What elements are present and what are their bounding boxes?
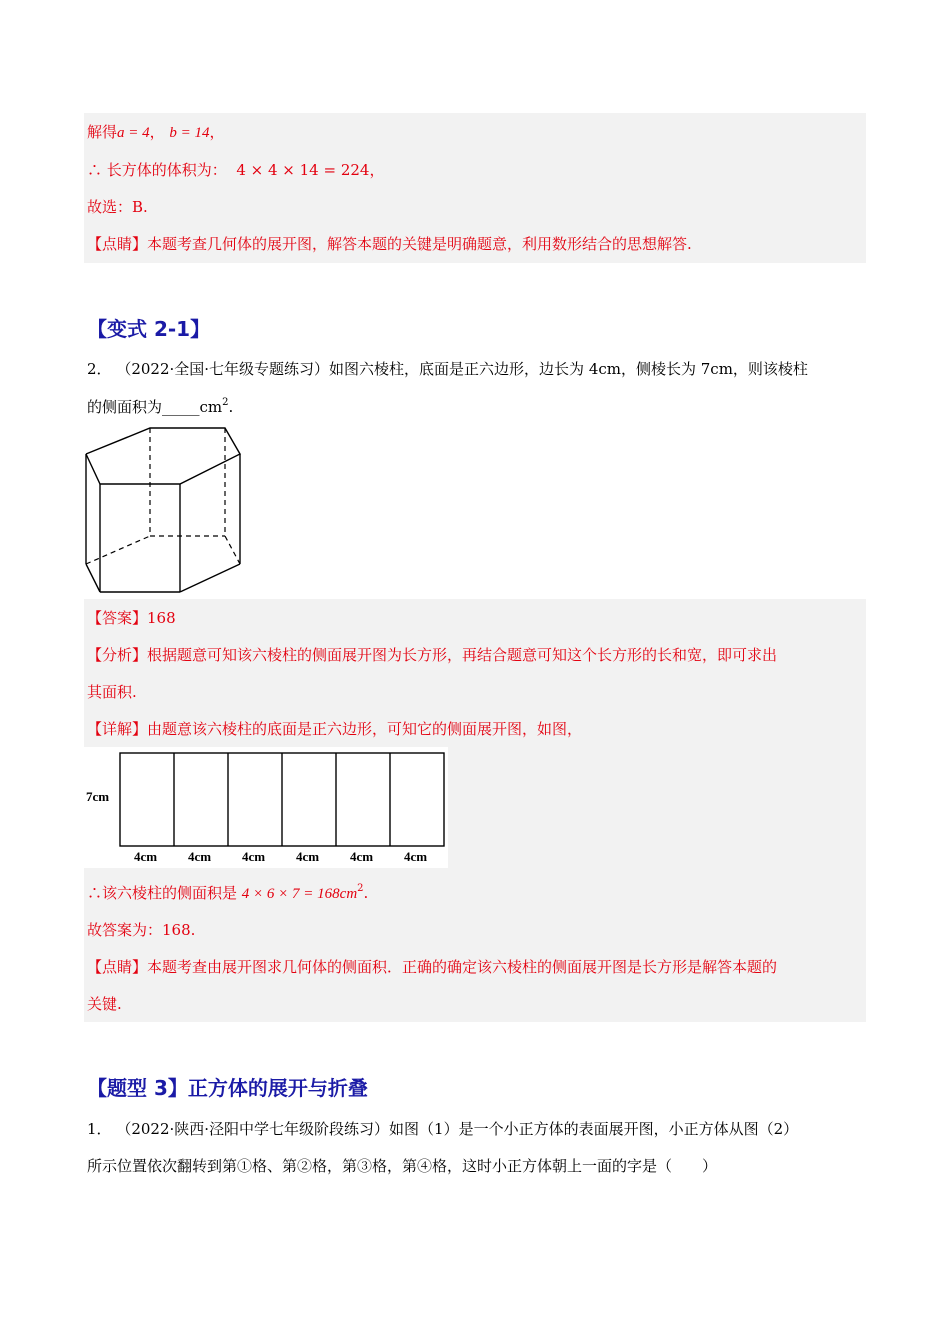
calc-line: ∴该六棱柱的侧面积是 $4 \times 6 \times 7 = 168cm^2$. [87, 883, 369, 902]
volume-line: ∴ 长方体的体积为： 4 × 4 × 14 = 224， [87, 161, 385, 179]
variant-heading: 【变式 2-1】 [87, 317, 211, 341]
question-2-line-2: 的侧面积为$\_\_\_\_\_cm^2$. [87, 397, 234, 416]
detail-line: 【详解】由题意该六棱柱的底面是正六边形，可知它的侧面展开图，如图， [87, 720, 583, 738]
lateral-unfolding-figure [84, 747, 448, 868]
width-label: 4cm [296, 849, 320, 864]
note-line-2b: 关键. [87, 995, 122, 1013]
question-2-line-1: 2． （2022·全国·七年级专题练习）如图六棱柱，底面是正六边形，边长为 4cm，侧棱长为 7cm，则该棱柱 [87, 360, 808, 378]
width-label: 4cm [242, 849, 266, 864]
height-label: 7cm [86, 789, 110, 804]
analysis-line-1: 【分析】根据题意可知该六棱柱的侧面展开图为长方形，再结合题意可知这个长方形的长和宽，即可求出 [87, 646, 778, 664]
note-line-2a: 【点睛】本题考查由展开图求几何体的侧面积．正确的确定该六棱柱的侧面展开图是长方形是解答本题的 [87, 958, 778, 976]
width-label: 4cm [134, 849, 158, 864]
question-3-line-1: 1． （2022·陕西·泾阳中学七年级阶段练习）如图（1）是一个小正方体的表面展开图，小正方体从图（2） [87, 1120, 799, 1138]
width-label: 4cm [350, 849, 374, 864]
section-heading: 【题型 3】正方体的展开与折叠 [87, 1076, 368, 1100]
answer-line: 【答案】168 [87, 609, 176, 627]
question-3-line-2: 所示位置依次翻转到第①格、第②格，第③格，第④格，这时小正方体朝上一面的字是（ ） [87, 1157, 718, 1175]
width-label: 4cm [188, 849, 212, 864]
hexagonal-prism-figure [82, 424, 248, 596]
analysis-line-2: 其面积. [87, 683, 137, 701]
final-answer-line: 故答案为：168. [87, 921, 196, 939]
width-label: 4cm [404, 849, 428, 864]
solve-line: 解得a = 4， b = 14， [87, 123, 225, 141]
note-line-1: 【点睛】本题考查几何体的展开图，解答本题的关键是明确题意，利用数形结合的思想解答. [87, 235, 692, 253]
choice-line: 故选：B. [87, 198, 148, 216]
